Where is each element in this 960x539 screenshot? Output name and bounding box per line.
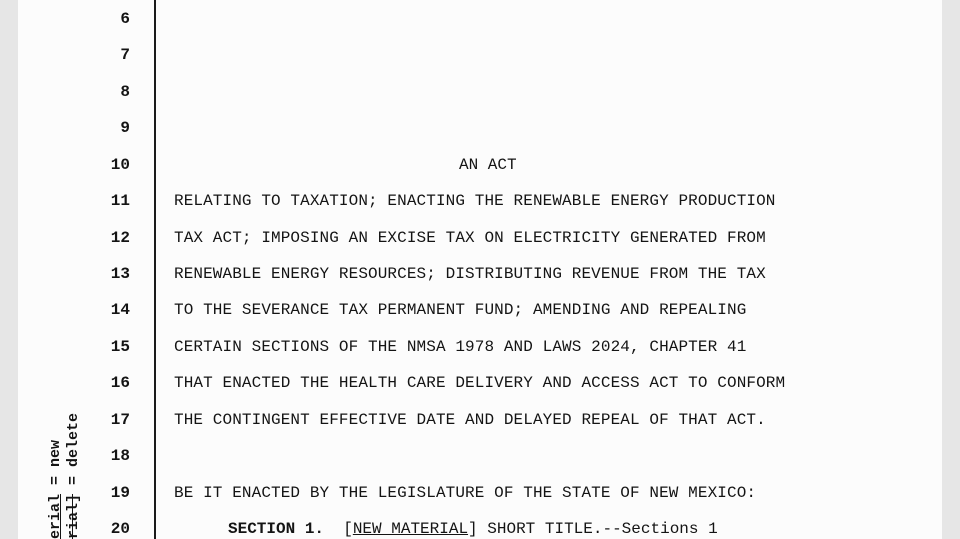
legend-delete-struck: rial] (65, 493, 82, 539)
title-line: THE CONTINGENT EFFECTIVE DATE AND DELAYED REPEAL OF THAT ACT. (174, 411, 766, 429)
title-line: RENEWABLE ENERGY RESOURCES; DISTRIBUTING REVENUE FROM THE TAX (174, 265, 766, 283)
title-line: CERTAIN SECTIONS OF THE NMSA 1978 AND LAWS 2024, CHAPTER 41 (174, 338, 747, 356)
legend-new-underlined: erial (47, 493, 64, 539)
new-material-tag: NEW MATERIAL (352, 520, 469, 538)
section-number: SECTION 1. (228, 520, 325, 538)
bracket-close: ] (468, 520, 478, 538)
line-number: 10 (110, 156, 130, 174)
line-number: 7 (120, 46, 130, 64)
bracket-open: [ (343, 520, 353, 538)
title-line: TO THE SEVERANCE TAX PERMANENT FUND; AMENDING AND REPEALING (174, 301, 747, 319)
section-1-line (228, 519, 718, 539)
line-number-rule (154, 0, 156, 539)
legend-delete-eq: = delete (65, 412, 82, 494)
line-number: 9 (120, 119, 130, 137)
title-line: THAT ENACTED THE HEALTH CARE DELIVERY AND ACCESS ACT TO CONFORM (174, 374, 786, 392)
line-number: 18 (110, 447, 130, 465)
line-number: 19 (110, 484, 130, 502)
line-number: 6 (120, 10, 130, 28)
line-number: 20 (110, 520, 130, 538)
line-number: 16 (110, 374, 130, 392)
title-line: RELATING TO TAXATION; ENACTING THE RENEWABLE ENERGY PRODUCTION (174, 192, 776, 210)
title-line: TAX ACT; IMPOSING AN EXCISE TAX ON ELECTRICITY GENERATED FROM (174, 229, 766, 247)
line-number: 12 (110, 229, 130, 247)
line-number: 8 (120, 83, 130, 101)
act-title: AN ACT (459, 156, 517, 174)
legend-deleted-material (66, 413, 82, 539)
line-number: 17 (110, 411, 130, 429)
line-number: 14 (110, 301, 130, 319)
line-number: 15 (110, 338, 130, 356)
bill-page (18, 0, 942, 539)
legend-new-eq: = new (47, 439, 64, 494)
line-number: 13 (110, 265, 130, 283)
line-number: 11 (110, 192, 130, 210)
section-text: SHORT TITLE.--Sections 1 (477, 520, 718, 538)
margin-legend (48, 400, 84, 539)
legend-new-material (48, 440, 64, 539)
enacting-clause: BE IT ENACTED BY THE LEGISLATURE OF THE STATE OF NEW MEXICO: (174, 484, 757, 502)
